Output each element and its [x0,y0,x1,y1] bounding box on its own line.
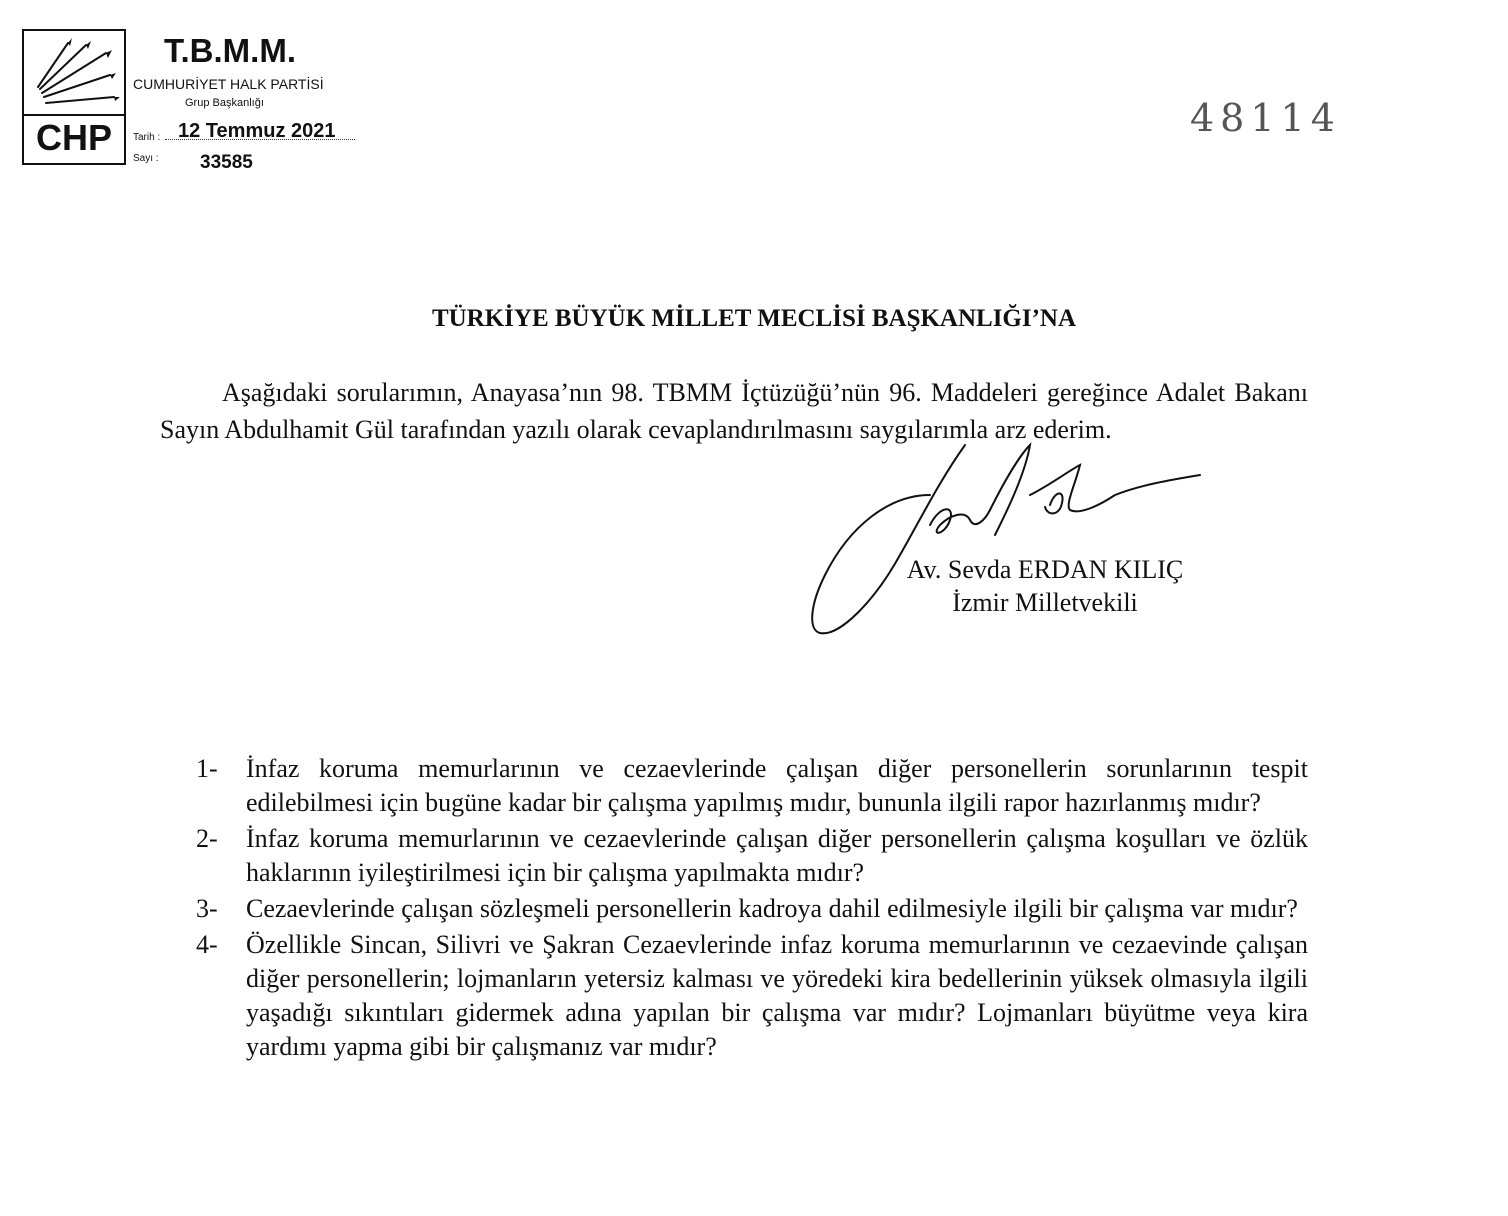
intro-paragraph: Aşağıdaki sorularımın, Anayasa’nın 98. TBMM İçtüzüğü’nün 96. Maddeleri gereğince Adalet Bakanı Sayın Abdulhamit Gül tarafından yazılı olarak cevaplandırılmasını saygılarımla arz ederim. [160,378,1308,444]
question-text: Özellikle Sincan, Silivri ve Şakran Cezaevlerinde infaz koruma memurlarının ve cezaevinde çalışan diğer personellerin; lojmanların yetersiz kalması ve yöredeki kira bedellerinin yüksek olmasıyla ilgili yaşadığı sıkıntıları gidermek adına yapılan bir çalışma var mıdır? Lojmanları büyütme veya kira yardımı yapma gibi bir çalışmanız var mıdır? [246,930,1308,1061]
stamp-number: 48114 [1190,96,1341,140]
logo-divider [24,114,124,116]
group-office: Grup Başkanlığı [185,97,264,109]
question-text: İnfaz koruma memurlarının ve cezaevlerinde çalışan diğer personellerin sorunlarının tespit edilebilmesi için bugüne kadar bir çalışma yapılmış mıdır, bununla ilgili rapor hazırlanmış mıdır? [246,754,1308,817]
org-title: T.B.M.M. [164,32,296,69]
number-label: Sayı : [133,153,159,164]
signer-block [870,553,1220,619]
party-rays-icon [28,35,122,111]
date-dotted-line [165,139,355,140]
question-number: 3- [196,894,218,923]
number-value: 33585 [200,152,253,173]
signer-title: İzmir Milletvekili [952,588,1138,617]
date-value: 12 Temmuz 2021 [178,120,336,142]
signer-name: Av. Sevda ERDAN KILIÇ [906,555,1184,584]
question-text: Cezaevlerinde çalışan sözleşmeli personellerin kadroya dahil edilmesiyle ilgili bir çalışma var mıdır? [246,894,1298,923]
question-number: 4- [196,930,218,959]
party-name: CUMHURİYET HALK PARTİSİ [133,76,324,92]
document-title: TÜRKİYE BÜYÜK MİLLET MECLİSİ BAŞKANLIĞI’NA [431,305,1077,332]
question-item [196,752,1308,820]
question-item [196,928,1308,1064]
question-number: 2- [196,824,218,853]
logo-text: CHP [35,117,112,158]
question-item [196,822,1308,890]
question-number: 1- [196,754,218,783]
chp-logo [22,29,126,165]
date-label: Tarih : [133,132,161,143]
question-item [196,892,1308,926]
question-text: İnfaz koruma memurlarının ve cezaevlerinde çalışan diğer personellerin çalışma koşulları ve özlük haklarının iyileştirilmesi için bir çalışma yapılmakta mıdır? [246,824,1308,887]
question-list [196,752,1308,1066]
